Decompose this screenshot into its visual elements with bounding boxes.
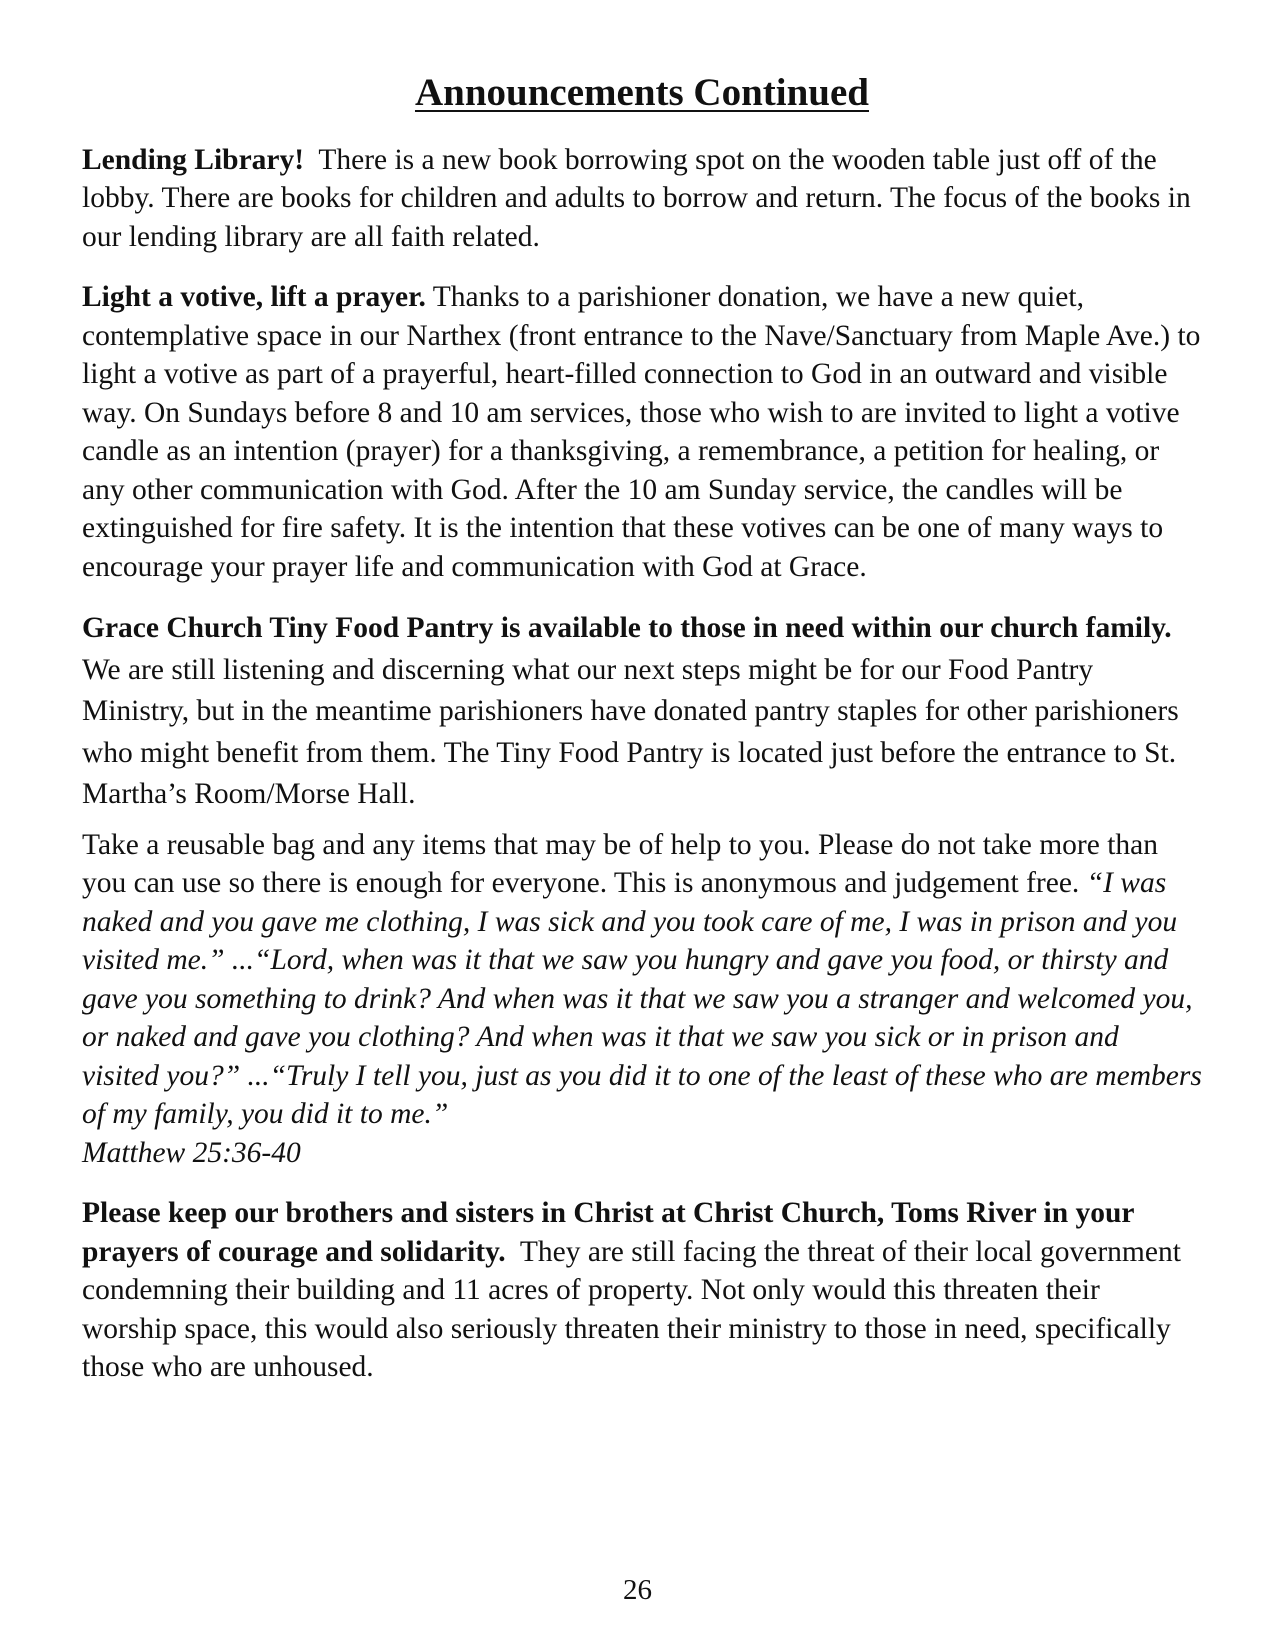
- scripture-reference: Matthew 25:36-40: [82, 1136, 301, 1169]
- announcement-christ-church: [82, 1194, 1202, 1387]
- page-content: [82, 70, 1202, 1409]
- announcement-body: Thanks to a parishioner donation, we have a new quiet, contemplative space in our Narthex (front entrance to the Nave/Sanctuary from Maple Ave.) to light a votive as part of a prayerful, heart-filled connection to God in an outward and visible way. On Sundays before 8 and 10 am services, those who wish to are invited to light a votive candle as an intention (prayer) for a thanksgiving, a remembrance, a petition for healing, or any other communication with God. After the 10 am Sunday service, the candles will be extinguished for fire safety. It is the intention that these votives can be one of many ways to encourage your prayer life and communication with God at Grace.: [82, 281, 1201, 583]
- announcement-food-pantry: [82, 608, 1202, 816]
- announcement-body: We are still listening and discerning what our next steps might be for our Food Pantry Ministry, but in the meantime parishioners have donated pantry staples for other parishioners who might benefit from them. The Tiny Food Pantry is located just before the entrance to St. Martha’s Room/Morse Hall.: [82, 653, 1179, 811]
- announcement-body: Take a reusable bag and any items that may be of help to you. Please do not take more than you can use so there is enough for everyone. This is anonymous and judgement free.: [82, 828, 1158, 900]
- page-number: 26: [623, 1574, 652, 1606]
- announcement-heading: Grace Church Tiny Food Pantry is available to those in need within our church family.: [82, 612, 1172, 645]
- announcement-heading: Light a votive, lift a prayer.: [82, 281, 426, 314]
- announcement-lending-library: [82, 141, 1202, 257]
- announcement-body: There is a new book borrowing spot on the wooden table just off of the lobby. There are books for children and adults to borrow and return. The focus of the books in our lending library are all faith related.: [82, 143, 1191, 253]
- announcement-heading: Lending Library!: [82, 143, 305, 176]
- page-title: Announcements Continued: [414, 71, 869, 114]
- announcement-heading: Please keep our brothers and sisters in Christ at Christ Church, Toms River in your prayers of courage and solidarity.: [82, 1197, 1134, 1268]
- announcement-body: They are still facing the threat of their local government condemning their building and 11 acres of property. Not only would this threaten their worship space, this would also seriously threaten their ministry to those in need, specifically those who are unhoused.: [82, 1235, 1181, 1384]
- scripture-quote: “I was naked and you gave me clothing, I was sick and you took care of me, I was in prison and you visited me.” ...“Lord, when was it that we saw you hungry and gave you food, or thirsty and gave you something to drink? And when was it that we saw you a stranger and welcomed you, or naked and gave you clothing? And when was it that we saw you sick or in prison and visited you?” ...“Truly I tell you, just as you did it to one of the least of these who are members of my family, you did it to me.”: [82, 867, 1202, 1131]
- announcement-votive: [82, 278, 1202, 586]
- announcement-food-pantry-details: [82, 826, 1202, 1173]
